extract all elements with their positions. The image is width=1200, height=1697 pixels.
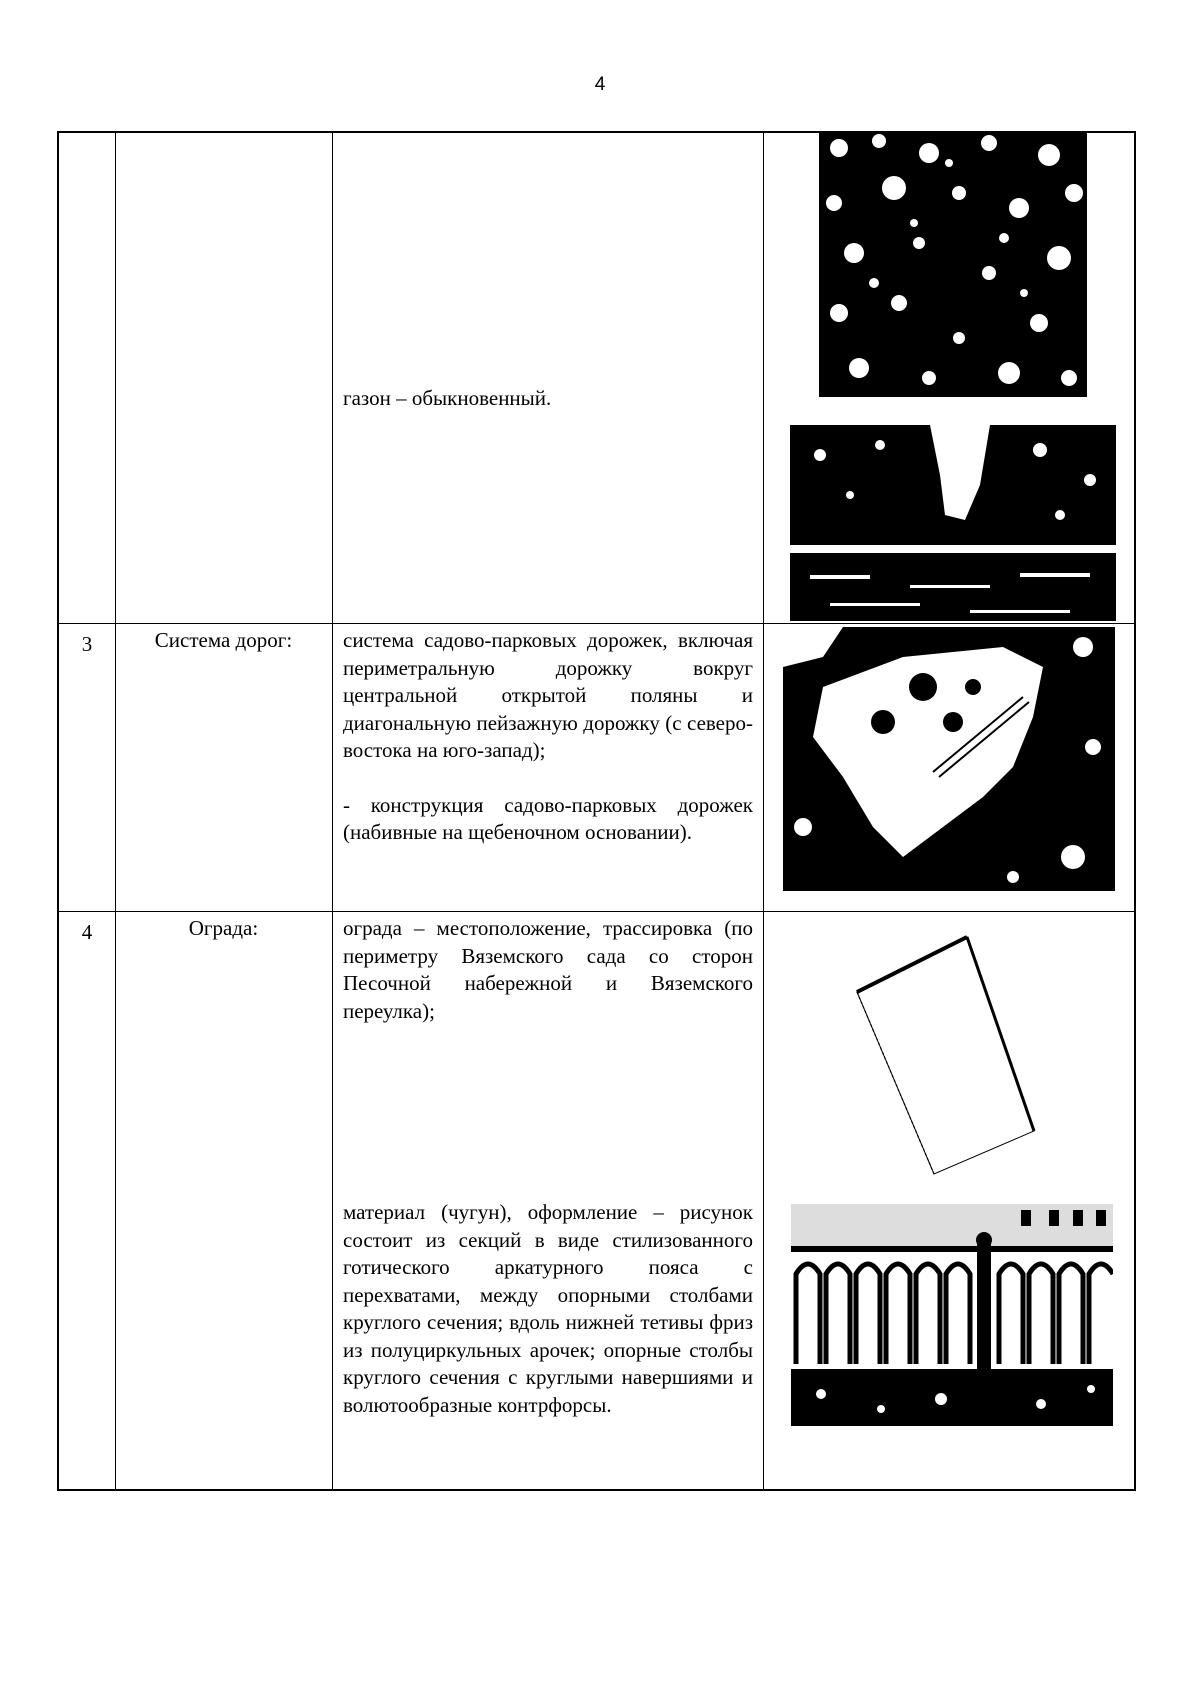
column-divider: [763, 133, 764, 1489]
photo-garden-lawn: [790, 425, 1116, 621]
plan-fence-layout: [849, 919, 1049, 1181]
column-divider: [115, 133, 116, 1489]
column-divider: [332, 133, 333, 1489]
row-3-description-p2: - конструкция садово-парковых дорожек (набивные на щебеночном основании).: [343, 792, 753, 844]
row-3-description: [343, 627, 753, 847]
row-3-name: Система дорог:: [154, 628, 293, 652]
row-4-number: 4: [81, 920, 93, 944]
row-3-description-p1: система садово-парковых дорожек, включая периметральную дорожку вокруг центральной открытой поляны и диагональную пейзажную дорожку (с северо-востока на юго-запад);: [343, 628, 753, 762]
objects-table: [57, 131, 1136, 1491]
page-number: 4: [594, 74, 606, 95]
row-4-description-p1: ограда – местоположение, трассировка (по периметру Вяземского сада со сторон Песочной набережной и Вяземского переулка);: [343, 916, 753, 1023]
row-divider: [59, 623, 1134, 624]
row-4-description-p2: материал (чугун), оформление – рисунок состоит из секций в виде стилизованного готического аркатурного пояса с перехватами, между опорными столбами круглого сечения; вдоль нижней тетивы фриз из полуциркульных арочек; опорные столбы круглого сечения с круглыми навершиями и волютообразные контрфорсы.: [343, 1200, 753, 1417]
photo-aerial-paths: [783, 627, 1115, 891]
photo-tree-canopy: [819, 133, 1087, 397]
row-4-name: Ограда:: [188, 916, 259, 940]
row-3-number: 3: [81, 632, 93, 656]
row-divider: [59, 911, 1134, 912]
photo-cast-iron-fence: [791, 1204, 1113, 1426]
row-lawn-description: газон – обыкновенный.: [343, 386, 552, 410]
